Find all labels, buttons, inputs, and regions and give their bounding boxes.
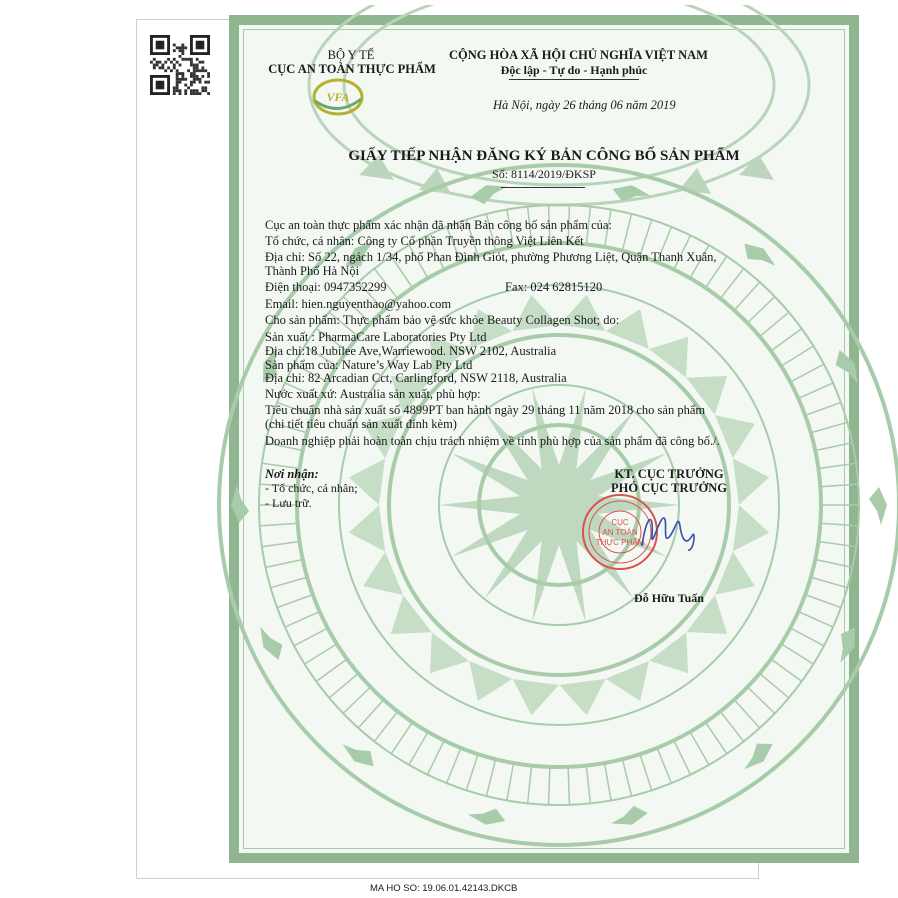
body-line: Tiêu chuẩn nhà sản xuất số 4899PT ban hành ngày 29 tháng 11 năm 2018 cho sản phẩm [265, 403, 706, 417]
body-line: Doanh nghiệp phải hoàn toàn chịu trách nhiệm về tính phù hợp của sản phẩm đã công bố./. [265, 434, 720, 448]
body-line: Email: hien.nguyenthao@yahoo.com [265, 297, 452, 311]
body-line: Sản phẩm của: Nature’s Way Lab Pty Ltd [265, 358, 473, 372]
recipient-item: - Tổ chức, cá nhân; [265, 481, 358, 495]
body-line: Thành Phố Hà Nội [265, 264, 360, 278]
signer-role: KT. CỤC TRƯỞNG [614, 467, 724, 481]
vfa-logo [311, 77, 365, 117]
country-name: CỘNG HÒA XÃ HỘI CHỦ NGHĨA VIỆT NAM [449, 48, 708, 62]
stamp-text: AN TOÀN [602, 528, 638, 537]
body-line: Cho sản phẩm: Thực phẩm bảo vệ sức khỏe Beauty Collagen Shot; do: [265, 313, 620, 327]
qr-code [150, 35, 210, 95]
body-line: Tổ chức, cá nhân: Công ty Cổ phần Truyền thông Việt Liên Kết [265, 234, 584, 248]
signer-name: Đỗ Hữu Tuấn [634, 591, 704, 605]
body-line: Sản xuất : PharmaCare Laboratories Pty Ltd [265, 330, 487, 344]
body-line: Cục an toàn thực phẩm xác nhận đã nhận Bản công bố sản phẩm của: [265, 218, 612, 232]
body-line: (chi tiết tiêu chuẩn sản xuất đính kèm) [265, 417, 457, 431]
fax-number: Fax: 024 62815120 [505, 280, 603, 294]
motto-underline [509, 79, 639, 80]
ministry-name: BỘ Y TẾ [327, 48, 375, 62]
certificate-frame [229, 15, 859, 863]
dossier-code: MA HO SO: 19.06.01.42143.DKCB [370, 883, 518, 894]
body-line: Địa chỉ: 82 Arcadian Cct, Carlingford, NSW 2118, Australia [265, 371, 567, 385]
place-date: Hà Nội, ngày 26 tháng 06 năm 2019 [493, 98, 676, 112]
vfa-logo-text: VFA [326, 90, 350, 104]
document-title: GIẤY TIẾP NHẬN ĐĂNG KÝ BẢN CÔNG BỐ SẢN PHẨM [348, 148, 740, 164]
department-name: CỤC AN TOÀN THỰC PHẨM [268, 62, 436, 76]
body-line: Nước xuất xứ: Australia sản xuất, phù hợp: [265, 387, 481, 401]
recipient-item: - Lưu trữ. [265, 496, 312, 510]
national-motto: Độc lập - Tự do - Hạnh phúc [500, 63, 648, 77]
stamp-text: THỰC PHẨM [595, 538, 645, 547]
stamp-text: CỤC [611, 518, 629, 527]
body-line: Điện thoại: 0947352299 [265, 280, 387, 294]
document-number: Số: 8114/2019/ĐKSP [492, 167, 596, 181]
body-line: Địa chỉ: Số 22, ngách 1/34, phố Phan Đình Giót, phường Phương Liệt, Quận Thanh Xuân, [265, 250, 717, 264]
handwritten-signature [636, 506, 700, 556]
recipients-heading: Nơi nhận: [265, 467, 319, 481]
number-underline [501, 187, 585, 188]
body-line: Địa chỉ:18 Jubilee Ave,Warriewood. NSW 2102, Australia [265, 344, 557, 358]
signer-role-deputy: PHÓ CỤC TRƯỞNG [611, 481, 727, 495]
